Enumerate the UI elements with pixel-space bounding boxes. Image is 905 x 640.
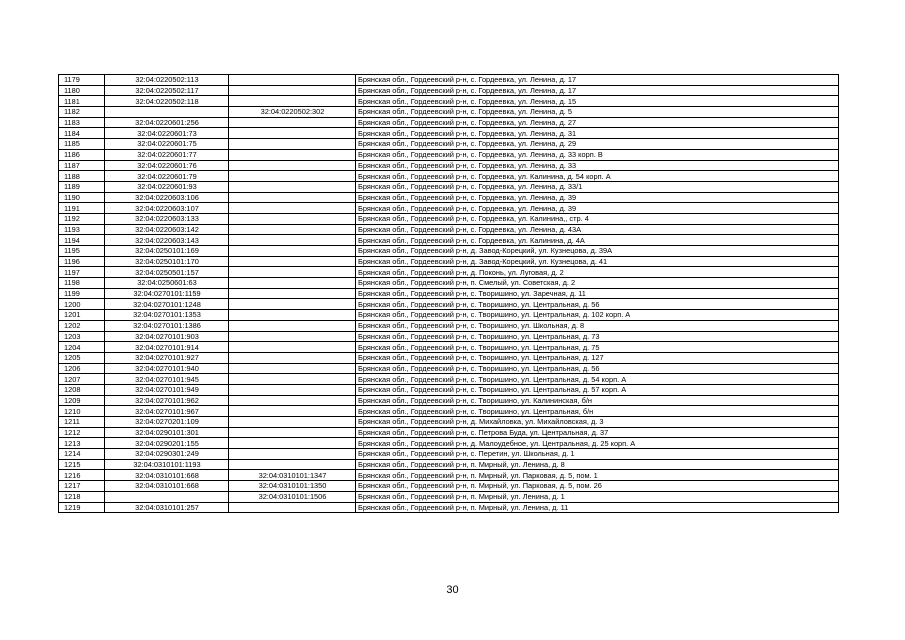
row-number-cell: 1191: [59, 203, 105, 214]
cadastral-number-cell: 32:04:0270201:109: [105, 417, 229, 428]
table-row: [59, 117, 839, 128]
related-cadastral-number-cell: [229, 171, 356, 182]
address-cell: Брянская обл., Гордеевский р-н, с. Петрова Буда, ул. Центральная, д. 37: [356, 427, 839, 438]
row-number-cell: 1179: [59, 75, 105, 86]
table-row: [59, 171, 839, 182]
cadastral-number-cell: 32:04:0220601:79: [105, 171, 229, 182]
table-row: [59, 160, 839, 171]
address-cell: Брянская обл., Гордеевский р-н, с. Гордеевка, ул. Ленина, д. 15: [356, 96, 839, 107]
related-cadastral-number-cell: [229, 299, 356, 310]
row-number-cell: 1217: [59, 481, 105, 492]
row-number-cell: 1185: [59, 139, 105, 150]
related-cadastral-number-cell: [229, 406, 356, 417]
table-row: [59, 427, 839, 438]
cadastral-number-cell: 32:04:0250101:170: [105, 256, 229, 267]
cadastral-number-cell: 32:04:0220502:113: [105, 75, 229, 86]
related-cadastral-number-cell: [229, 160, 356, 171]
related-cadastral-number-cell: [229, 246, 356, 257]
row-number-cell: 1186: [59, 149, 105, 160]
address-cell: Брянская обл., Гордеевский р-н, с. Гордеевка, ул. Калинина,, стр. 4: [356, 213, 839, 224]
cadastral-number-cell: 32:04:0220603:142: [105, 224, 229, 235]
related-cadastral-number-cell: [229, 224, 356, 235]
cadastral-number-cell: 32:04:0250501:157: [105, 267, 229, 278]
table-row: [59, 502, 839, 513]
address-cell: Брянская обл., Гордеевский р-н, с. Гордеевка, ул. Ленина, д. 31: [356, 128, 839, 139]
row-number-cell: 1208: [59, 384, 105, 395]
row-number-cell: 1206: [59, 363, 105, 374]
cadastral-number-cell: 32:04:0250101:169: [105, 246, 229, 257]
related-cadastral-number-cell: 32:04:0220502:302: [229, 107, 356, 118]
cadastral-number-cell: 32:04:0250601:63: [105, 278, 229, 289]
address-cell: Брянская обл., Гордеевский р-н, с. Гордеевка, ул. Ленина, д. 33 корп. В: [356, 149, 839, 160]
cadastral-number-cell: 32:04:0220502:117: [105, 85, 229, 96]
address-cell: Брянская обл., Гордеевский р-н, п. Смелый, ул. Советская, д. 2: [356, 278, 839, 289]
cadastral-number-cell: 32:04:0220601:75: [105, 139, 229, 150]
table-row: [59, 310, 839, 321]
related-cadastral-number-cell: [229, 310, 356, 321]
table-row: [59, 288, 839, 299]
related-cadastral-number-cell: [229, 342, 356, 353]
related-cadastral-number-cell: 32:04:0310101:1506: [229, 491, 356, 502]
table-row: [59, 406, 839, 417]
address-cell: Брянская обл., Гордеевский р-н, с. Творишино, ул. Центральная, д. 56: [356, 363, 839, 374]
table-row: [59, 224, 839, 235]
row-number-cell: 1202: [59, 320, 105, 331]
related-cadastral-number-cell: [229, 139, 356, 150]
address-cell: Брянская обл., Гордеевский р-н, с. Творишино, ул. Центральная, д. 75: [356, 342, 839, 353]
cadastral-number-cell: 32:04:0270101:927: [105, 352, 229, 363]
address-cell: Брянская обл., Гордеевский р-н, с. Гордеевка, ул. Ленина, д. 33: [356, 160, 839, 171]
table-row: [59, 481, 839, 492]
cadastral-number-cell: 32:04:0270101:903: [105, 331, 229, 342]
row-number-cell: 1199: [59, 288, 105, 299]
related-cadastral-number-cell: [229, 288, 356, 299]
related-cadastral-number-cell: [229, 417, 356, 428]
cadastral-number-cell: 32:04:0220603:133: [105, 213, 229, 224]
table-row: [59, 363, 839, 374]
address-cell: Брянская обл., Гордеевский р-н, п. Мирный, ул. Парковая, д. 5, пом. 1: [356, 470, 839, 481]
cadastral-number-cell: 32:04:0270101:967: [105, 406, 229, 417]
related-cadastral-number-cell: [229, 502, 356, 513]
address-cell: Брянская обл., Гордеевский р-н, с. Творишино, ул. Заречная, д. 11: [356, 288, 839, 299]
address-cell: Брянская обл., Гордеевский р-н, с. Гордеевка, ул. Ленина, д. 33/1: [356, 181, 839, 192]
related-cadastral-number-cell: [229, 256, 356, 267]
related-cadastral-number-cell: [229, 449, 356, 460]
address-cell: Брянская обл., Гордеевский р-н, п. Мирный, ул. Парковая, д. 5, пом. 26: [356, 481, 839, 492]
cadastral-number-cell: 32:04:0220603:143: [105, 235, 229, 246]
table-row: [59, 459, 839, 470]
table-row: [59, 342, 839, 353]
cadastral-number-cell: 32:04:0290101:301: [105, 427, 229, 438]
cadastral-number-cell: 32:04:0270101:914: [105, 342, 229, 353]
related-cadastral-number-cell: [229, 213, 356, 224]
row-number-cell: 1219: [59, 502, 105, 513]
cadastral-number-cell: [105, 491, 229, 502]
cadastral-number-cell: 32:04:0310101:257: [105, 502, 229, 513]
address-cell: Брянская обл., Гордеевский р-н, п. Мирный, ул. Ленина, д. 1: [356, 491, 839, 502]
table-row: [59, 395, 839, 406]
address-cell: Брянская обл., Гордеевский р-н, с. Творишино, ул. Центральная, д. 56: [356, 299, 839, 310]
address-cell: Брянская обл., Гордеевский р-н, с. Гордеевка, ул. Калинина, д. 4А: [356, 235, 839, 246]
cadastral-number-cell: 32:04:0220603:107: [105, 203, 229, 214]
table-row: [59, 235, 839, 246]
row-number-cell: 1201: [59, 310, 105, 321]
cadastral-number-cell: 32:04:0310101:1193: [105, 459, 229, 470]
row-number-cell: 1209: [59, 395, 105, 406]
related-cadastral-number-cell: [229, 363, 356, 374]
row-number-cell: 1188: [59, 171, 105, 182]
address-cell: Брянская обл., Гордеевский р-н, с. Гордеевка, ул. Ленина, д. 17: [356, 75, 839, 86]
address-cell: Брянская обл., Гордеевский р-н, с. Гордеевка, ул. Ленина, д. 27: [356, 117, 839, 128]
row-number-cell: 1210: [59, 406, 105, 417]
table-row: [59, 96, 839, 107]
related-cadastral-number-cell: [229, 181, 356, 192]
table-row: [59, 438, 839, 449]
related-cadastral-number-cell: [229, 331, 356, 342]
related-cadastral-number-cell: [229, 203, 356, 214]
related-cadastral-number-cell: [229, 96, 356, 107]
cadastral-number-cell: 32:04:0220601:256: [105, 117, 229, 128]
row-number-cell: 1197: [59, 267, 105, 278]
cadastral-number-cell: 32:04:0220601:76: [105, 160, 229, 171]
cadastral-number-cell: 32:04:0220601:77: [105, 149, 229, 160]
address-cell: Брянская обл., Гордеевский р-н, д. Михайловка, ул. Михайловская, д. 3: [356, 417, 839, 428]
address-cell: Брянская обл., Гордеевский р-н, д. Завод-Корецкий, ул. Кузнецова, д. 41: [356, 256, 839, 267]
row-number-cell: 1207: [59, 374, 105, 385]
table-row: [59, 470, 839, 481]
address-cell: Брянская обл., Гордеевский р-н, с. Творишино, ул. Центральная, д. 102 корп. А: [356, 310, 839, 321]
cadastral-number-cell: 32:04:0220603:106: [105, 192, 229, 203]
row-number-cell: 1204: [59, 342, 105, 353]
address-cell: Брянская обл., Гордеевский р-н, с. Гордеевка, ул. Ленина, д. 29: [356, 139, 839, 150]
table-row: [59, 192, 839, 203]
table-row: [59, 139, 839, 150]
address-cell: Брянская обл., Гордеевский р-н, с. Творишино, ул. Центральная, д. 127: [356, 352, 839, 363]
table-row: [59, 449, 839, 460]
page-number: 30: [446, 584, 459, 596]
table-row: [59, 267, 839, 278]
address-cell: Брянская обл., Гордеевский р-н, с. Творишино, ул. Калининская, б/н: [356, 395, 839, 406]
table-row: [59, 107, 839, 118]
table-row: [59, 246, 839, 257]
row-number-cell: 1214: [59, 449, 105, 460]
address-cell: Брянская обл., Гордеевский р-н, с. Гордеевка, ул. Ленина, д. 39: [356, 192, 839, 203]
cadastral-number-cell: 32:04:0290201:155: [105, 438, 229, 449]
table-body: [59, 75, 839, 513]
cadastral-number-cell: 32:04:0270101:1159: [105, 288, 229, 299]
address-cell: Брянская обл., Гордеевский р-н, д. Завод-Корецкий, ул. Кузнецова, д. 39А: [356, 246, 839, 257]
row-number-cell: 1193: [59, 224, 105, 235]
row-number-cell: 1218: [59, 491, 105, 502]
table-row: [59, 299, 839, 310]
row-number-cell: 1215: [59, 459, 105, 470]
related-cadastral-number-cell: [229, 192, 356, 203]
related-cadastral-number-cell: [229, 235, 356, 246]
row-number-cell: 1189: [59, 181, 105, 192]
address-cell: Брянская обл., Гордеевский р-н, п. Мирный, ул. Ленина, д. 11: [356, 502, 839, 513]
related-cadastral-number-cell: [229, 374, 356, 385]
row-number-cell: 1192: [59, 213, 105, 224]
table-row: [59, 203, 839, 214]
cadastral-number-cell: 32:04:0270101:962: [105, 395, 229, 406]
row-number-cell: 1198: [59, 278, 105, 289]
related-cadastral-number-cell: [229, 278, 356, 289]
table-row: [59, 149, 839, 160]
cadastral-number-cell: 32:04:0270101:949: [105, 384, 229, 395]
address-cell: Брянская обл., Гордеевский р-н, с. Творишино, ул. Центральная, б/н: [356, 406, 839, 417]
address-cell: Брянская обл., Гордеевский р-н, с. Гордеевка, ул. Ленина, д. 43А: [356, 224, 839, 235]
address-cell: Брянская обл., Гордеевский р-н, д. Малоудебное, ул. Центральная, д. 25 корп. А: [356, 438, 839, 449]
related-cadastral-number-cell: [229, 149, 356, 160]
related-cadastral-number-cell: [229, 427, 356, 438]
row-number-cell: 1216: [59, 470, 105, 481]
table-row: [59, 213, 839, 224]
related-cadastral-number-cell: [229, 128, 356, 139]
table-row: [59, 128, 839, 139]
row-number-cell: 1194: [59, 235, 105, 246]
row-number-cell: 1187: [59, 160, 105, 171]
row-number-cell: 1183: [59, 117, 105, 128]
cadastral-number-cell: 32:04:0270101:1386: [105, 320, 229, 331]
address-cell: Брянская обл., Гордеевский р-н, с. Творишино, ул. Центральная, д. 54 корп. А: [356, 374, 839, 385]
address-cell: Брянская обл., Гордеевский р-н, п. Мирный, ул. Ленина, д. 8: [356, 459, 839, 470]
row-number-cell: 1212: [59, 427, 105, 438]
address-cell: Брянская обл., Гордеевский р-н, д. Поконь, ул. Луговая, д. 2: [356, 267, 839, 278]
table-row: [59, 75, 839, 86]
address-cell: Брянская обл., Гордеевский р-н, с. Творишино, ул. Центральная, д. 73: [356, 331, 839, 342]
related-cadastral-number-cell: [229, 395, 356, 406]
row-number-cell: 1200: [59, 299, 105, 310]
address-cell: Брянская обл., Гордеевский р-н, с. Гордеевка, ул. Ленина, д. 39: [356, 203, 839, 214]
address-cell: Брянская обл., Гордеевский р-н, с. Гордеевка, ул. Ленина, д. 17: [356, 85, 839, 96]
related-cadastral-number-cell: [229, 75, 356, 86]
cadastral-number-cell: 32:04:0270101:1248: [105, 299, 229, 310]
address-cell: Брянская обл., Гордеевский р-н, с. Творишино, ул. Центральная, д. 57 корп. А: [356, 384, 839, 395]
row-number-cell: 1211: [59, 417, 105, 428]
cadastral-number-cell: 32:04:0290301:249: [105, 449, 229, 460]
row-number-cell: 1213: [59, 438, 105, 449]
address-cell: Брянская обл., Гордеевский р-н, с. Перетин, ул. Школьная, д. 1: [356, 449, 839, 460]
row-number-cell: 1203: [59, 331, 105, 342]
related-cadastral-number-cell: [229, 85, 356, 96]
address-cell: Брянская обл., Гордеевский р-н, с. Гордеевка, ул. Калинина, д. 54 корп. А: [356, 171, 839, 182]
cadastral-table: [58, 74, 839, 513]
cadastral-number-cell: 32:04:0220601:73: [105, 128, 229, 139]
table-row: [59, 331, 839, 342]
table-row: [59, 384, 839, 395]
table-row: [59, 256, 839, 267]
table-row: [59, 278, 839, 289]
related-cadastral-number-cell: 32:04:0310101:1350: [229, 481, 356, 492]
related-cadastral-number-cell: [229, 384, 356, 395]
row-number-cell: 1184: [59, 128, 105, 139]
row-number-cell: 1181: [59, 96, 105, 107]
related-cadastral-number-cell: [229, 267, 356, 278]
related-cadastral-number-cell: [229, 438, 356, 449]
row-number-cell: 1180: [59, 85, 105, 96]
row-number-cell: 1205: [59, 352, 105, 363]
cadastral-number-cell: 32:04:0220502:118: [105, 96, 229, 107]
cadastral-number-cell: [105, 107, 229, 118]
address-cell: Брянская обл., Гордеевский р-н, с. Гордеевка, ул. Ленина, д. 5: [356, 107, 839, 118]
related-cadastral-number-cell: [229, 459, 356, 470]
table-row: [59, 491, 839, 502]
row-number-cell: 1196: [59, 256, 105, 267]
row-number-cell: 1190: [59, 192, 105, 203]
table-row: [59, 374, 839, 385]
table-row: [59, 85, 839, 96]
address-cell: Брянская обл., Гордеевский р-н, с. Творишино, ул. Школьная, д. 8: [356, 320, 839, 331]
cadastral-number-cell: 32:04:0270101:1353: [105, 310, 229, 321]
table-row: [59, 320, 839, 331]
related-cadastral-number-cell: [229, 320, 356, 331]
cadastral-number-cell: 32:04:0310101:668: [105, 481, 229, 492]
cadastral-number-cell: 32:04:0270101:945: [105, 374, 229, 385]
table-row: [59, 181, 839, 192]
table-row: [59, 352, 839, 363]
row-number-cell: 1195: [59, 246, 105, 257]
cadastral-number-cell: 32:04:0310101:668: [105, 470, 229, 481]
related-cadastral-number-cell: [229, 117, 356, 128]
table-row: [59, 417, 839, 428]
cadastral-number-cell: 32:04:0270101:940: [105, 363, 229, 374]
related-cadastral-number-cell: 32:04:0310101:1347: [229, 470, 356, 481]
related-cadastral-number-cell: [229, 352, 356, 363]
cadastral-number-cell: 32:04:0220601:93: [105, 181, 229, 192]
row-number-cell: 1182: [59, 107, 105, 118]
